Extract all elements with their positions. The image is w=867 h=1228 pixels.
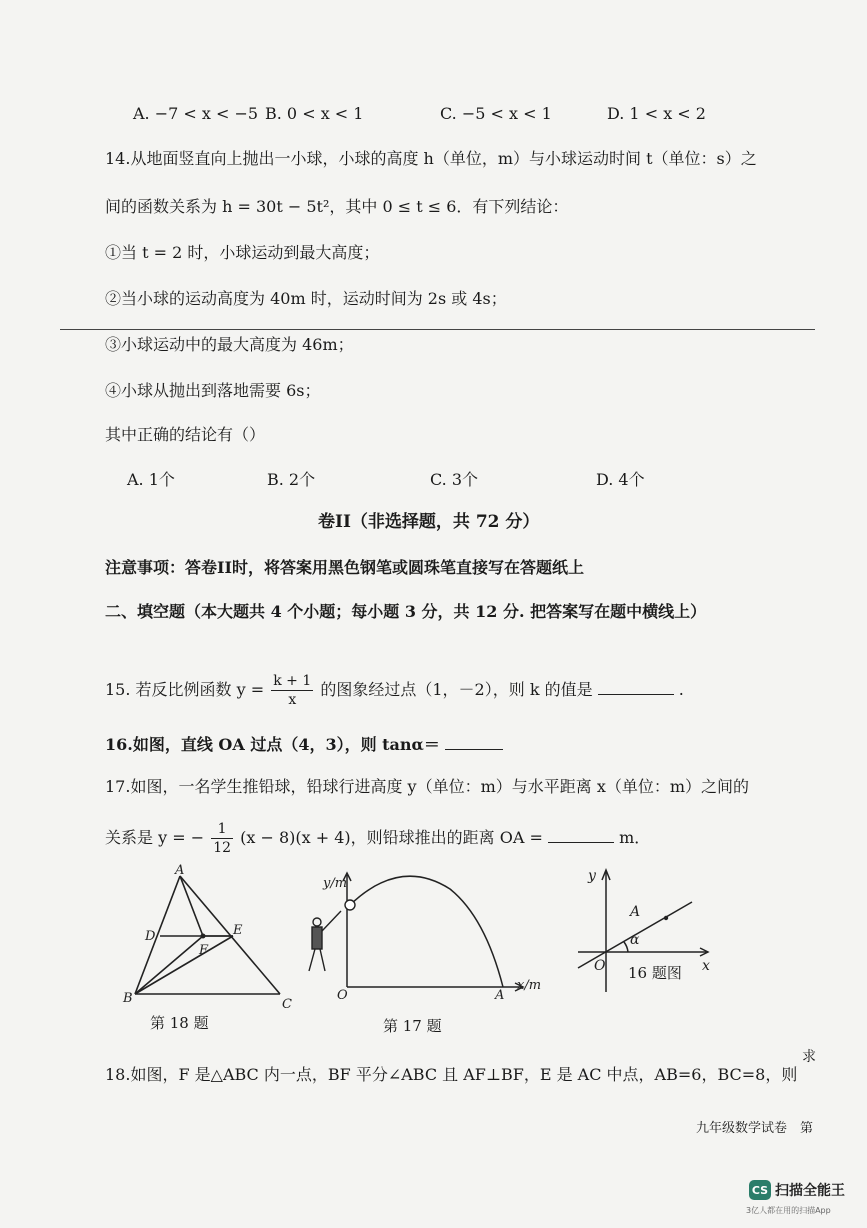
q14-stem-line1: 14.从地面竖直向上抛出一小球，小球的高度 h（单位，m）与小球运动时间 t（单位：s）之 (105, 149, 757, 168)
fig16-label-x: x (702, 958, 710, 974)
q13-option-d: D. 1 < x < 2 (607, 104, 706, 123)
q16-text: 16.如图，直线 OA 过点（4，3），则 tanα＝ (105, 735, 440, 754)
scanner-tagline: 3亿人都在用的扫描App (746, 1206, 831, 1215)
q15-fraction-denominator: x (288, 692, 297, 708)
fig17-label-a: A (495, 988, 505, 1003)
q15-pre: 15. 若反比例函数 y = (105, 680, 265, 699)
fig18-label-f: F (199, 943, 209, 958)
fig18-label-b: B (123, 991, 133, 1006)
fig18-segment-af (180, 876, 203, 936)
q14-conclusion-1: ①当 t = 2 时，小球运动到最大高度； (105, 243, 380, 262)
fig17-student-icon (309, 911, 341, 971)
q18-stem: 18.如图，F 是△ABC 内一点，BF 平分∠ABC 且 AF⊥BF，E 是 AC 中点，AB=6，BC=8，则 (105, 1065, 798, 1084)
q14-conclusion-2: ②当小球的运动高度为 40m 时，运动时间为 2s 或 4s； (105, 289, 507, 308)
q17-fraction-denominator: 12 (213, 840, 232, 856)
fig16-label-y: y (588, 868, 596, 884)
figure-18-triangle (115, 862, 305, 1012)
fig17-parabola (350, 876, 503, 987)
fig18-point-f (201, 934, 206, 939)
fig16-label-o: O (594, 958, 606, 974)
q13-option-b: B. 0 < x < 1 (265, 104, 364, 123)
scanner-watermark (749, 1180, 845, 1200)
q17-answer-blank[interactable] (548, 828, 614, 843)
fig18-label-d: D (145, 929, 156, 944)
fig18-side-ab (135, 876, 180, 994)
q14-option-b: B. 2个 (267, 470, 316, 489)
q15-post: 的图象经过点（1，－2），则 k 的值是 (320, 680, 593, 699)
q14-stem-line2: 间的函数关系为 h = 30t − 5t²，其中 0 ≤ t ≤ 6．有下列结论： (105, 197, 569, 216)
q13-option-c: C. −5 < x < 1 (440, 104, 552, 123)
fig16-label-alpha: α (630, 932, 640, 948)
fig17-shot-ball (345, 900, 355, 910)
fig18-segment-be (135, 936, 233, 994)
q17-relation (105, 818, 650, 858)
q17-pre: 关系是 y = − (105, 828, 205, 847)
fig17-label-x: x/m (517, 978, 542, 993)
q16 (105, 734, 503, 756)
fill-in-heading: 二、填空题（本大题共 4 个小题；每小题 3 分，共 12 分. 把答案写在题中横线上） (105, 602, 707, 621)
fig17-label-o: O (337, 988, 348, 1003)
fold-line (60, 329, 815, 330)
fig18-label-e: E (233, 923, 243, 938)
q14-option-c: C. 3个 (430, 470, 479, 489)
scanner-app-name: 扫描全能王 (775, 1183, 845, 1199)
section-2-notice: 注意事项：答卷II时，将答案用黑色钢笔或圆珠笔直接写在答题纸上 (105, 558, 584, 577)
q17-stem-line1: 17.如图，一名学生推铅球，铅球行进高度 y（单位：m）与水平距离 x（单位：m）之间的 (105, 777, 750, 796)
q15-fraction (271, 672, 313, 709)
fig16-point-a (664, 916, 668, 920)
q17-fraction-numerator: 1 (211, 820, 233, 839)
fig18-caption: 第 18 题 (150, 1014, 209, 1032)
q17-unit: m． (619, 828, 651, 847)
q14-conclusion-4: ④小球从抛出到落地需要 6s； (105, 381, 321, 400)
q14-ask: 其中正确的结论有（） (105, 425, 266, 444)
fig18-side-ac (180, 876, 280, 994)
fig16-caption: 16 题图 (628, 964, 682, 982)
fig16-angle-arc (624, 942, 628, 952)
fig18-segment-bf (135, 936, 203, 994)
fig16-label-a: A (630, 904, 641, 920)
q14-option-d: D. 4个 (596, 470, 645, 489)
camscanner-logo-icon: CS (749, 1180, 771, 1200)
fig17-label-y: y/m (323, 876, 348, 891)
q15 (105, 670, 684, 710)
figure-17-shot-put (295, 865, 550, 1005)
fig17-caption: 第 17 题 (383, 1017, 442, 1035)
q16-answer-blank[interactable] (445, 735, 503, 750)
q13-option-a: A. −7 < x < −5 (133, 104, 259, 123)
fig18-label-c: C (282, 997, 292, 1012)
q15-answer-blank[interactable] (598, 680, 674, 695)
q15-fraction-numerator: k + 1 (273, 673, 312, 689)
q17-mid: (x − 8)(x + 4)，则铅球推出的距离 OA = (240, 828, 543, 847)
q15-end: . (678, 680, 684, 699)
q14-conclusion-3: ③小球运动中的最大高度为 46m； (105, 335, 354, 354)
q14-option-a: A. 1个 (127, 470, 175, 489)
section-2-title: 卷II（非选择题，共 72 分） (318, 512, 540, 532)
edge-mark: 求 (802, 1049, 816, 1065)
q17-fraction (211, 820, 233, 857)
page-footer: 九年级数学试卷 第 (695, 1121, 813, 1136)
fig18-label-a: A (175, 863, 185, 878)
